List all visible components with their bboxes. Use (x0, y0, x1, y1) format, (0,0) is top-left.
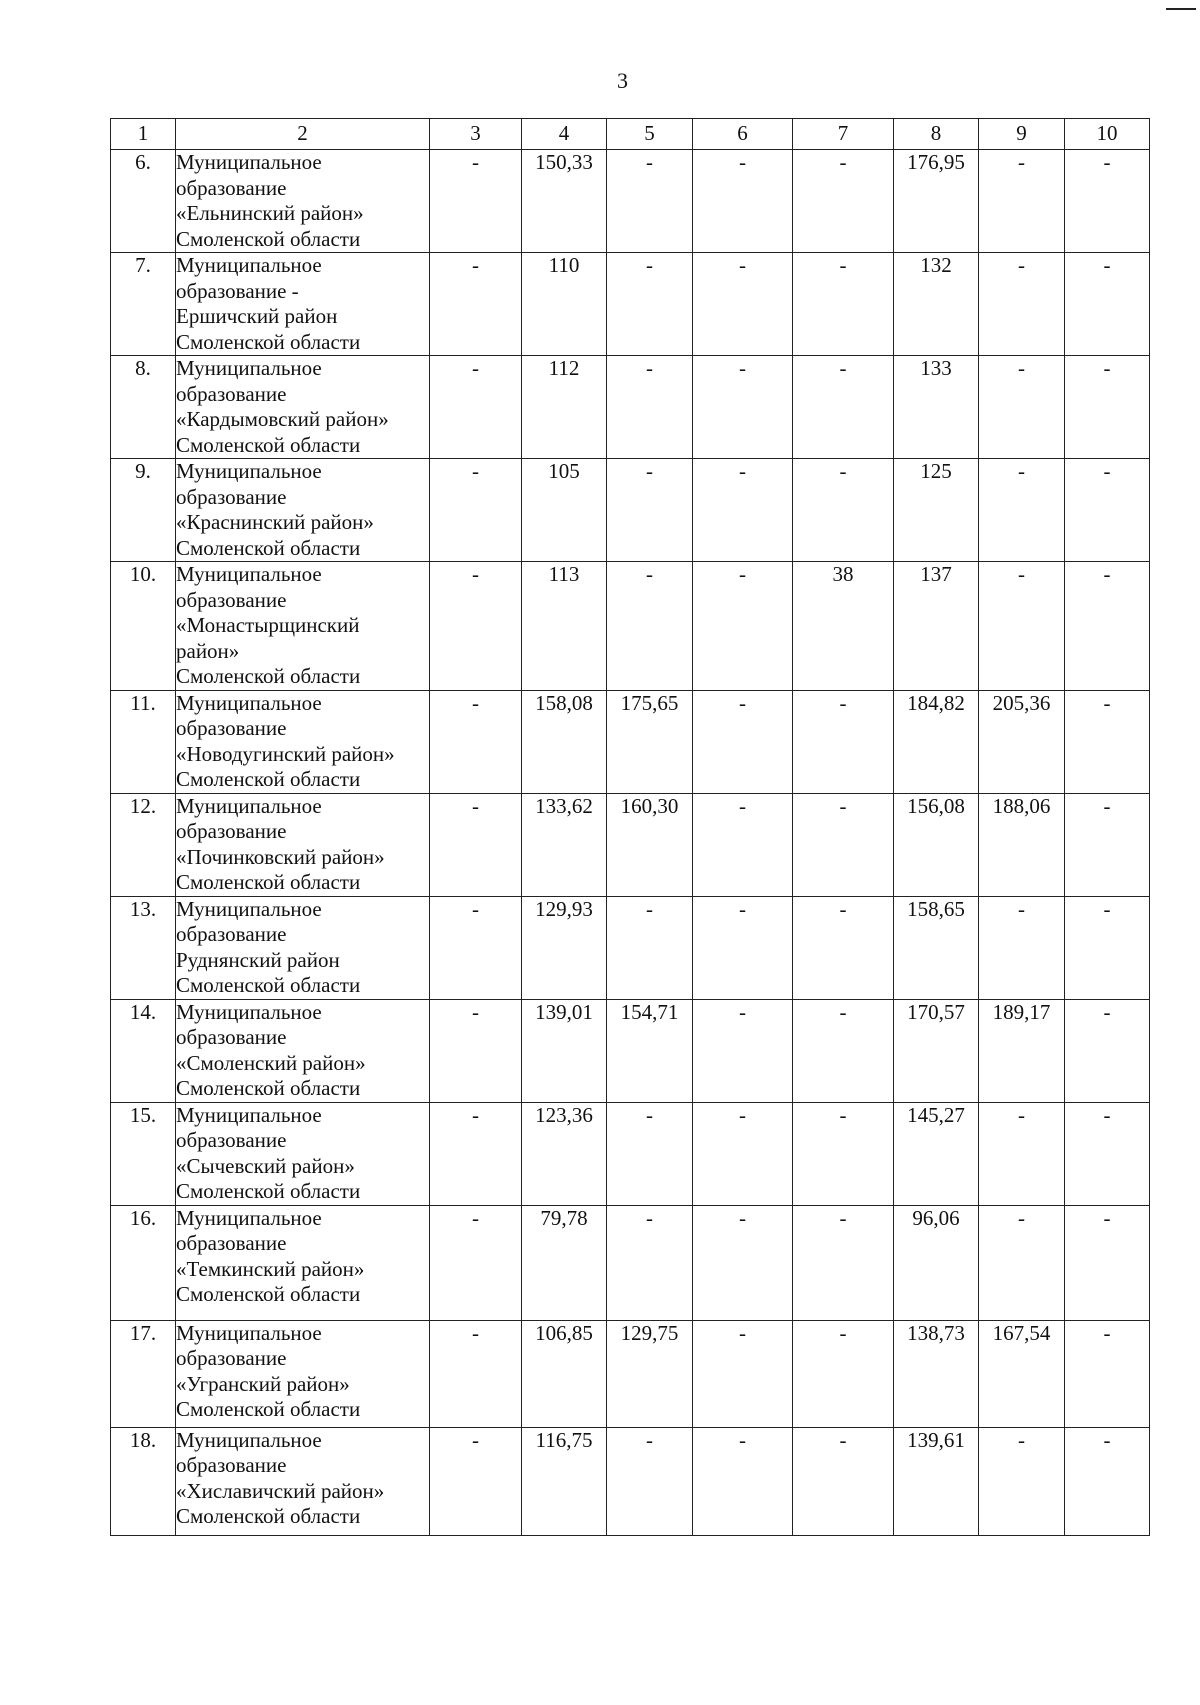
value-cell-col-7: - (793, 1320, 894, 1427)
municipality-name (176, 1320, 430, 1427)
municipality-name-line: образование (176, 819, 287, 843)
municipality-name-line: Смоленской области (176, 1397, 361, 1421)
table-row (111, 690, 1150, 793)
value-cell-col-9: 189,17 (979, 999, 1065, 1102)
municipality-name-line: образование (176, 484, 287, 509)
value-cell-col-7: - (793, 1427, 894, 1535)
value-cell-col-4: 116,75 (522, 1427, 607, 1535)
value-cell-col-10: - (1065, 562, 1150, 691)
value-cell-col-6: - (693, 562, 793, 691)
value-cell-col-8: 138,73 (894, 1320, 979, 1427)
value-cell-col-6: - (693, 1427, 793, 1535)
municipality-name (176, 999, 430, 1102)
municipality-name-line: Смоленской области (176, 1504, 361, 1528)
municipality-name-line: Муниципальное (176, 1102, 322, 1127)
value-cell-col-6: - (693, 253, 793, 356)
value-cell-col-5: - (607, 1205, 693, 1320)
municipality-name-line: Муниципальное (176, 690, 322, 715)
value-cell-col-5: - (607, 459, 693, 562)
value-cell-col-7: - (793, 150, 894, 253)
value-cell-col-5: - (607, 253, 693, 356)
value-cell-col-10: - (1065, 1205, 1150, 1320)
value-cell-col-6: - (693, 1102, 793, 1205)
municipality-name-line: Муниципальное (176, 459, 322, 483)
value-cell-col-9: - (979, 356, 1065, 459)
value-cell-col-6: - (693, 896, 793, 999)
municipality-name-line: «Краснинский район» (176, 510, 374, 534)
column-header: 5 (607, 119, 693, 150)
municipality-name-line: «Новодугинский район» (176, 741, 395, 766)
value-cell-col-6: - (693, 690, 793, 793)
value-cell-col-4: 112 (522, 356, 607, 459)
scan-edge-mark (1166, 8, 1196, 10)
column-header: 4 (522, 119, 607, 150)
municipality-name-line: Муниципальное (176, 150, 322, 174)
column-header: 2 (176, 119, 430, 150)
municipality-name (176, 1427, 430, 1535)
municipality-name-line: образование (176, 1231, 287, 1255)
municipality-name (176, 896, 430, 999)
municipality-name-line: образование (176, 922, 287, 946)
table-row (111, 1320, 1150, 1427)
municipality-name-line: Муниципальное (176, 1205, 322, 1230)
municipality-name-line: район» (176, 638, 240, 663)
value-cell-col-3: - (430, 690, 522, 793)
municipality-name-line: образование (176, 716, 287, 740)
municipality-name-line: Смоленской области (176, 432, 361, 457)
municipality-name (176, 150, 430, 253)
column-header: 8 (894, 119, 979, 150)
value-cell-col-6: - (693, 356, 793, 459)
value-cell-col-10: - (1065, 896, 1150, 999)
value-cell-col-3: - (430, 253, 522, 356)
municipality-name-line: образование (176, 175, 287, 200)
municipality-name-line: образование - (176, 278, 299, 303)
value-cell-col-6: - (693, 793, 793, 896)
value-cell-col-10: - (1065, 1102, 1150, 1205)
row-number: 7. (111, 253, 176, 356)
municipality-name-line: образование (176, 587, 287, 612)
row-number: 11. (111, 690, 176, 793)
municipality-name (176, 1205, 430, 1320)
municipality-name-line: образование (176, 1346, 287, 1370)
municipality-name-line: образование (176, 381, 287, 406)
municipality-name-line: «Сычевский район» (176, 1153, 355, 1178)
municipality-name (176, 793, 430, 896)
value-cell-col-7: - (793, 1205, 894, 1320)
municipality-name-line: образование (176, 1025, 287, 1049)
value-cell-col-3: - (430, 1102, 522, 1205)
municipality-name-line: «Угранский район» (176, 1371, 350, 1396)
value-cell-col-9: - (979, 1427, 1065, 1535)
value-cell-col-5: 175,65 (607, 690, 693, 793)
municipality-name-line: Смоленской области (176, 1179, 361, 1203)
table-row (111, 253, 1150, 356)
value-cell-col-5: 154,71 (607, 999, 693, 1102)
municipality-name-line: Смоленской области (176, 870, 361, 894)
table-row (111, 356, 1150, 459)
value-cell-col-4: 113 (522, 562, 607, 691)
value-cell-col-4: 123,36 (522, 1102, 607, 1205)
table-row (111, 999, 1150, 1102)
value-cell-col-10: - (1065, 999, 1150, 1102)
value-cell-col-8: 133 (894, 356, 979, 459)
value-cell-col-5: - (607, 1102, 693, 1205)
municipality-name-line: Смоленской области (176, 535, 361, 560)
municipality-name-line: Муниципальное (176, 1427, 322, 1452)
column-header: 1 (111, 119, 176, 150)
value-cell-col-8: 176,95 (894, 150, 979, 253)
value-cell-col-7: - (793, 356, 894, 459)
municipality-name-line: Смоленской области (176, 664, 361, 688)
value-cell-col-4: 133,62 (522, 793, 607, 896)
table-row (111, 793, 1150, 896)
municipality-name-line: Смоленской области (176, 329, 361, 354)
municipality-name (176, 356, 430, 459)
municipality-name-line: Муниципальное (176, 356, 322, 380)
value-cell-col-8: 156,08 (894, 793, 979, 896)
table-row (111, 1102, 1150, 1205)
value-cell-col-6: - (693, 1320, 793, 1427)
row-number: 13. (111, 896, 176, 999)
municipality-name-line: Муниципальное (176, 896, 322, 921)
municipality-name-line: Муниципальное (176, 999, 322, 1024)
value-cell-col-10: - (1065, 459, 1150, 562)
column-header: 7 (793, 119, 894, 150)
value-cell-col-7: - (793, 690, 894, 793)
value-cell-col-7: - (793, 999, 894, 1102)
column-header: 9 (979, 119, 1065, 150)
value-cell-col-8: 170,57 (894, 999, 979, 1102)
value-cell-col-8: 139,61 (894, 1427, 979, 1535)
value-cell-col-10: - (1065, 356, 1150, 459)
municipality-name-line: Ершичский район (176, 304, 338, 328)
value-cell-col-5: 160,30 (607, 793, 693, 896)
value-cell-col-3: - (430, 459, 522, 562)
value-cell-col-8: 125 (894, 459, 979, 562)
value-cell-col-3: - (430, 1205, 522, 1320)
municipality-name-line: образование (176, 1128, 287, 1152)
municipality-name-line: Руднянский район (176, 947, 340, 972)
table-row (111, 896, 1150, 999)
row-number: 10. (111, 562, 176, 691)
value-cell-col-9: - (979, 459, 1065, 562)
value-cell-col-4: 79,78 (522, 1205, 607, 1320)
table-row (111, 562, 1150, 691)
column-header: 3 (430, 119, 522, 150)
value-cell-col-9: - (979, 896, 1065, 999)
value-cell-col-7: 38 (793, 562, 894, 691)
value-cell-col-4: 139,01 (522, 999, 607, 1102)
value-cell-col-8: 158,65 (894, 896, 979, 999)
municipality-name-line: «Кардымовский район» (176, 407, 389, 431)
row-number: 6. (111, 150, 176, 253)
row-number: 16. (111, 1205, 176, 1320)
value-cell-col-10: - (1065, 793, 1150, 896)
value-cell-col-6: - (693, 459, 793, 562)
value-cell-col-6: - (693, 999, 793, 1102)
row-number: 17. (111, 1320, 176, 1427)
municipality-name-line: «Темкинский район» (176, 1256, 365, 1281)
value-cell-col-4: 158,08 (522, 690, 607, 793)
municipality-name-line: Муниципальное (176, 562, 322, 586)
row-number: 8. (111, 356, 176, 459)
value-cell-col-8: 184,82 (894, 690, 979, 793)
municipality-name (176, 1102, 430, 1205)
value-cell-col-8: 145,27 (894, 1102, 979, 1205)
value-cell-col-3: - (430, 1427, 522, 1535)
municipality-name (176, 562, 430, 691)
value-cell-col-3: - (430, 150, 522, 253)
value-cell-col-4: 105 (522, 459, 607, 562)
value-cell-col-9: 205,36 (979, 690, 1065, 793)
municipality-name (176, 690, 430, 793)
value-cell-col-4: 129,93 (522, 896, 607, 999)
municipality-name-line: Смоленской области (176, 1282, 361, 1306)
value-cell-col-6: - (693, 150, 793, 253)
value-cell-col-9: - (979, 1205, 1065, 1320)
value-cell-col-7: - (793, 253, 894, 356)
municipality-name-line: образование (176, 1453, 287, 1477)
municipality-name-line: Муниципальное (176, 793, 322, 818)
value-cell-col-6: - (693, 1205, 793, 1320)
row-number: 15. (111, 1102, 176, 1205)
value-cell-col-4: 110 (522, 253, 607, 356)
table-row (111, 1205, 1150, 1320)
value-cell-col-8: 132 (894, 253, 979, 356)
municipality-name-line: «Хиславичский район» (176, 1478, 385, 1503)
value-cell-col-5: - (607, 562, 693, 691)
municipality-name-line: «Ельнинский район» (176, 201, 364, 225)
value-cell-col-10: - (1065, 690, 1150, 793)
table-row (111, 150, 1150, 253)
value-cell-col-10: - (1065, 150, 1150, 253)
value-cell-col-4: 150,33 (522, 150, 607, 253)
value-cell-col-10: - (1065, 1427, 1150, 1535)
value-cell-col-9: 167,54 (979, 1320, 1065, 1427)
value-cell-col-9: - (979, 150, 1065, 253)
municipality-name-line: «Монастырщинский (176, 613, 360, 637)
value-cell-col-3: - (430, 896, 522, 999)
value-cell-col-7: - (793, 459, 894, 562)
municipality-name-line: Смоленской области (176, 226, 361, 251)
municipality-name-line: «Починковский район» (176, 844, 385, 869)
value-cell-col-3: - (430, 562, 522, 691)
column-header: 6 (693, 119, 793, 150)
municipality-name-line: «Смоленский район» (176, 1050, 366, 1075)
value-cell-col-3: - (430, 999, 522, 1102)
value-cell-col-9: 188,06 (979, 793, 1065, 896)
value-cell-col-9: - (979, 253, 1065, 356)
municipality-name-line: Смоленской области (176, 973, 361, 997)
municipality-name-line: Муниципальное (176, 1320, 322, 1345)
municipality-name-line: Смоленской области (176, 767, 361, 791)
tariff-table (110, 118, 1150, 1536)
value-cell-col-8: 137 (894, 562, 979, 691)
municipality-name-line: Смоленской области (176, 1076, 361, 1100)
table-body (111, 150, 1150, 1536)
value-cell-col-5: - (607, 1427, 693, 1535)
municipality-name (176, 253, 430, 356)
value-cell-col-7: - (793, 1102, 894, 1205)
value-cell-col-3: - (430, 356, 522, 459)
value-cell-col-5: - (607, 150, 693, 253)
table-row (111, 459, 1150, 562)
value-cell-col-9: - (979, 1102, 1065, 1205)
value-cell-col-9: - (979, 562, 1065, 691)
row-number: 9. (111, 459, 176, 562)
value-cell-col-10: - (1065, 1320, 1150, 1427)
value-cell-col-8: 96,06 (894, 1205, 979, 1320)
header-row (111, 119, 1150, 150)
value-cell-col-5: - (607, 356, 693, 459)
table-row (111, 1427, 1150, 1535)
value-cell-col-5: 129,75 (607, 1320, 693, 1427)
row-number: 14. (111, 999, 176, 1102)
row-number: 18. (111, 1427, 176, 1535)
value-cell-col-3: - (430, 1320, 522, 1427)
page-number: 3 (617, 68, 628, 93)
value-cell-col-10: - (1065, 253, 1150, 356)
row-number: 12. (111, 793, 176, 896)
value-cell-col-7: - (793, 793, 894, 896)
municipality-name (176, 459, 430, 562)
municipality-name-line: Муниципальное (176, 253, 322, 277)
value-cell-col-3: - (430, 793, 522, 896)
tariff-table-container (110, 118, 1150, 1536)
value-cell-col-7: - (793, 896, 894, 999)
value-cell-col-4: 106,85 (522, 1320, 607, 1427)
value-cell-col-5: - (607, 896, 693, 999)
column-header: 10 (1065, 119, 1150, 150)
